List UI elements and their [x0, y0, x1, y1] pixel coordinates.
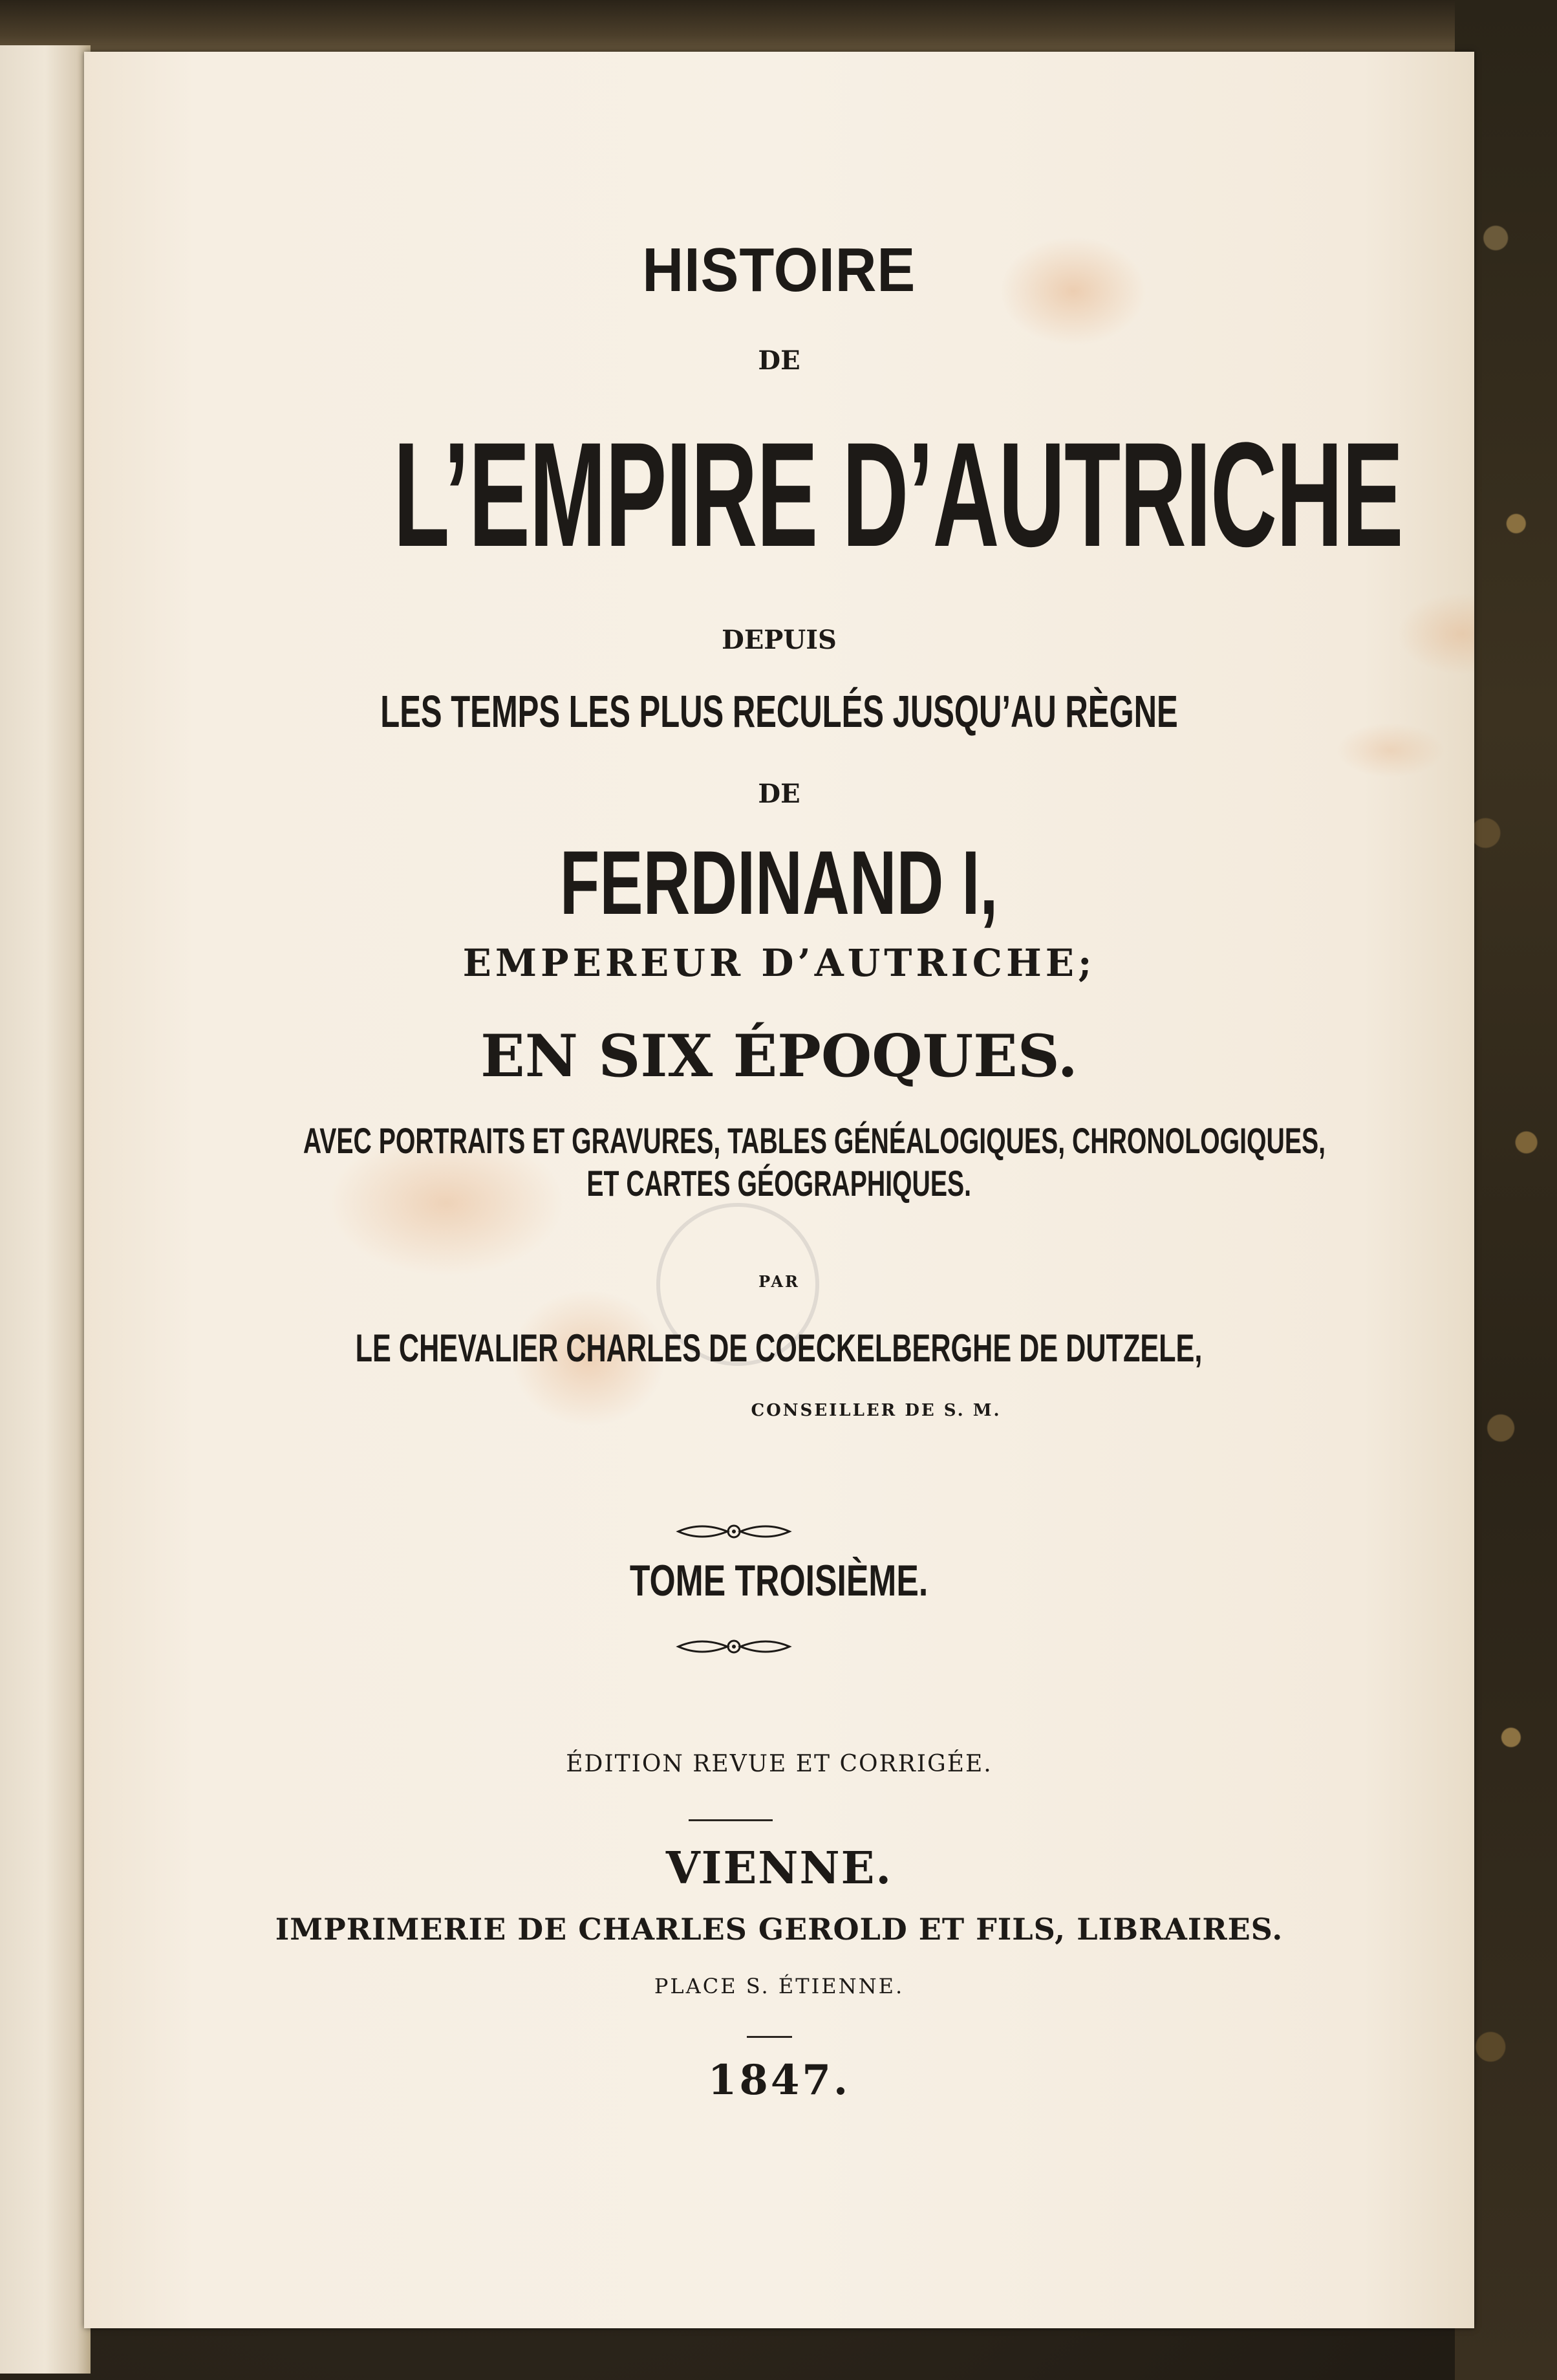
subtitle-line-1: AVEC PORTRAITS ET GRAVURES, TABLES GÉNÉALOGIQUES, CHRONOLOGIQUES,: [303, 1120, 1326, 1161]
title-empire: L’EMPIRE D’AUTRICHE: [393, 411, 1403, 578]
divider-rule: [747, 2036, 792, 2038]
title-depuis: DEPUIS: [722, 625, 837, 655]
title-de-2: DE: [758, 779, 800, 809]
subtitle-line-2: ET CARTES GÉOGRAPHIQUES.: [586, 1163, 972, 1204]
title-page-text: [84, 52, 1474, 2328]
ornament-icon: [676, 1635, 792, 1658]
fly-leaf: [0, 45, 91, 2374]
imprint-year: 1847.: [707, 2056, 851, 2104]
title-de: DE: [758, 345, 800, 376]
edition-note: ÉDITION REVUE ET CORRIGÉE.: [566, 1751, 993, 1777]
volume-label: TOME TROISIÈME.: [630, 1556, 929, 1605]
divider-rule: [689, 1819, 773, 1821]
imprint-address: PLACE S. ÉTIENNE.: [654, 1974, 905, 1998]
cover-board-top: [0, 0, 1557, 58]
ornament-icon: [676, 1520, 792, 1543]
author-name: LE CHEVALIER CHARLES DE COECKELBERGHE DE DUTZELE,: [356, 1326, 1203, 1370]
title-epoques: EN SIX ÉPOQUES.: [480, 1022, 1078, 1090]
title-empereur: EMPEREUR D’AUTRICHE;: [462, 941, 1096, 985]
title-page: [84, 52, 1474, 2328]
imprint-city: VIENNE.: [665, 1843, 893, 1894]
author-title: CONSEILLER DE S. M.: [751, 1401, 1002, 1420]
title-temps: LES TEMPS LES PLUS RECULÉS JUSQU’AU RÈGNE: [380, 686, 1178, 737]
title-ferdinand: FERDINAND I,: [560, 832, 998, 933]
title-histoire: HISTOIRE: [642, 235, 916, 305]
byline-par: PAR: [758, 1272, 800, 1291]
imprint-publisher: IMPRIMERIE DE CHARLES GEROLD ET FILS, LIBRAIRES.: [275, 1912, 1283, 1947]
